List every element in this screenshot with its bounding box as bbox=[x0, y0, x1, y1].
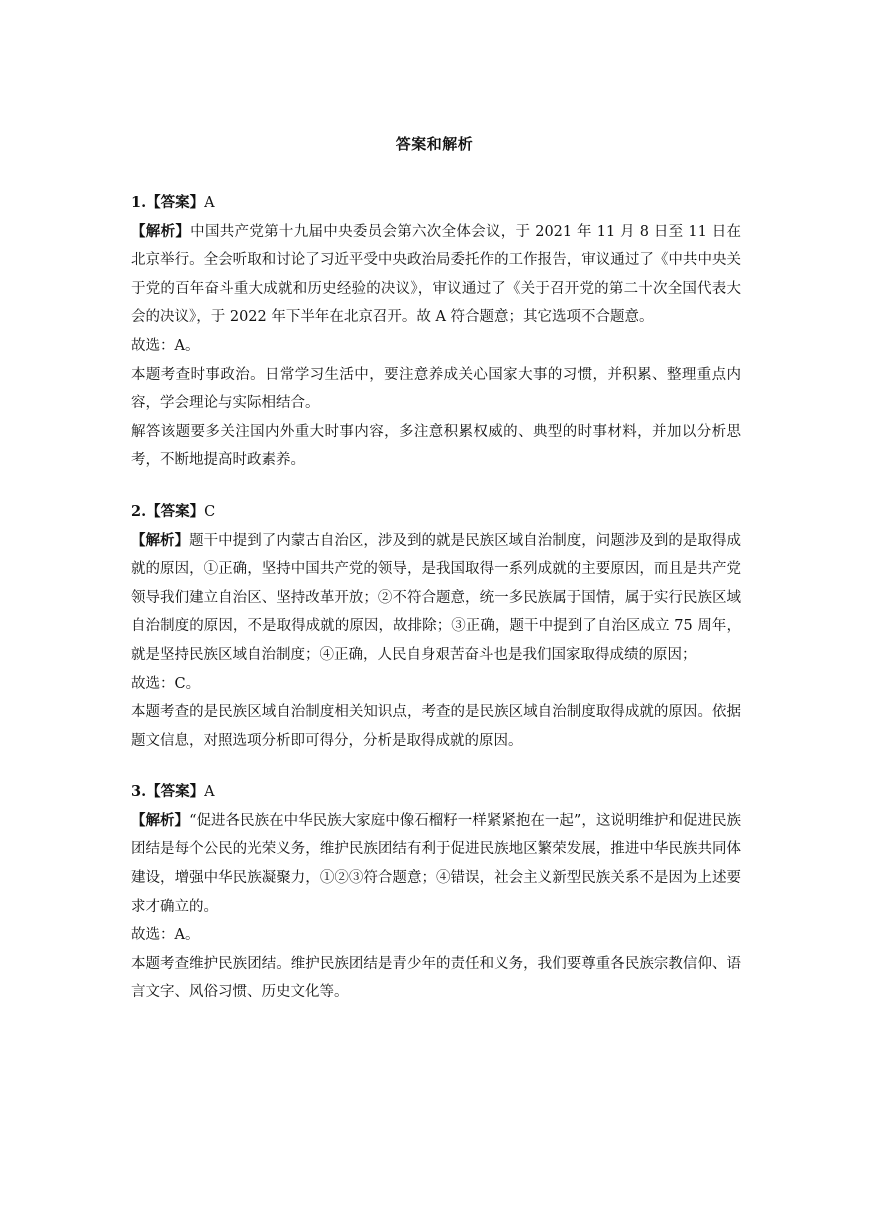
answer-label: 3.【答案】 bbox=[131, 783, 205, 801]
answer-label: 1.【答案】 bbox=[131, 194, 205, 211]
choice-line: 故选：A。 bbox=[131, 337, 200, 354]
choice-line: 故选：C。 bbox=[131, 675, 201, 692]
answer-section-3 bbox=[131, 778, 741, 1007]
answer-value: A bbox=[204, 195, 215, 211]
analysis-text: 中国共产党第十九届中央委员会第六次全体会议，于 2021 年 11 月 8 日至 11 日在北京举行。全会听取和讨论了习近平受中央政治局委托作的工作报告，审议通过了《中共中央关于党的百年奋斗重大成就和历史经验的决议》，审议通过了《关于召开党的第二十次全国代表大会的决议》，于 2022 年下半年在北京召开。故 A 符合题意；其它选项不合题意。 bbox=[131, 223, 742, 326]
analysis-label: 【解析】 bbox=[131, 531, 190, 549]
answer-section-2 bbox=[131, 498, 741, 755]
analysis-text: 题干中提到了内蒙古自治区，涉及到的就是民族区域自治制度，问题涉及到的是取得成就的原因，①正确，坚持中国共产党的领导，是我国取得一系列成就的主要原因，而且是共产党领导我们建立自治区、坚持改革开放；②不符合题意，统一多民族属于国情，属于实行民族区域自治制度的原因，不是取得成就的原因，故排除；③正确，题干中提到了自治区成立 75 周年，就是坚持民族区域自治制度；④正确，人民自身艰苦奋斗也是我们国家取得成绩的原因； bbox=[131, 532, 742, 663]
comment-paragraph: 解答该题要多关注国内外重大时事内容，多注意积累权威的、典型的时事材料，并加以分析思考，不断地提高时政素养。 bbox=[131, 423, 741, 469]
comment-paragraph: 本题考查的是民族区域自治制度相关知识点，考查的是民族区域自治制度取得成就的原因。依据题文信息，对照选项分析即可得分，分析是取得成就的原因。 bbox=[131, 704, 741, 749]
answer-section-1 bbox=[131, 189, 741, 475]
answer-value: C bbox=[204, 503, 216, 520]
comment-paragraph: 本题考查时事政治。日常学习生活中，要注意养成关心国家大事的习惯，并积累、整理重点内容，学会理论与实际相结合。 bbox=[131, 366, 741, 412]
analysis-label: 【解析】 bbox=[131, 222, 191, 240]
answer-label: 2.【答案】 bbox=[131, 502, 205, 520]
comment-paragraph: 本题考查维护民族团结。维护民族团结是青少年的责任和义务，我们要尊重各民族宗教信仰、语言文字、风俗习惯、历史文化等。 bbox=[131, 955, 741, 1001]
analysis-paragraph bbox=[131, 527, 741, 670]
choice-line: 故选：A。 bbox=[131, 927, 200, 944]
answer-line bbox=[131, 778, 741, 807]
analysis-label: 【解析】 bbox=[131, 811, 190, 829]
analysis-paragraph bbox=[131, 218, 741, 332]
answer-line bbox=[131, 498, 741, 527]
document-title: 答案和解析 bbox=[395, 135, 474, 153]
analysis-paragraph bbox=[131, 807, 741, 921]
document-content bbox=[131, 189, 741, 1030]
analysis-text: “促进各民族在中华民族大家庭中像石榴籽一样紧紧抱在一起”，这说明维护和促进民族团结是每个公民的光荣义务，维护民族团结有利于促进民族地区繁荣发展，推进中华民族共同体建设，增强中华民族凝聚力，①②③符合题意；④错误，社会主义新型民族关系不是因为上述要求才确立的。 bbox=[131, 812, 742, 915]
answer-line bbox=[131, 189, 741, 218]
answer-value: A bbox=[204, 784, 215, 801]
